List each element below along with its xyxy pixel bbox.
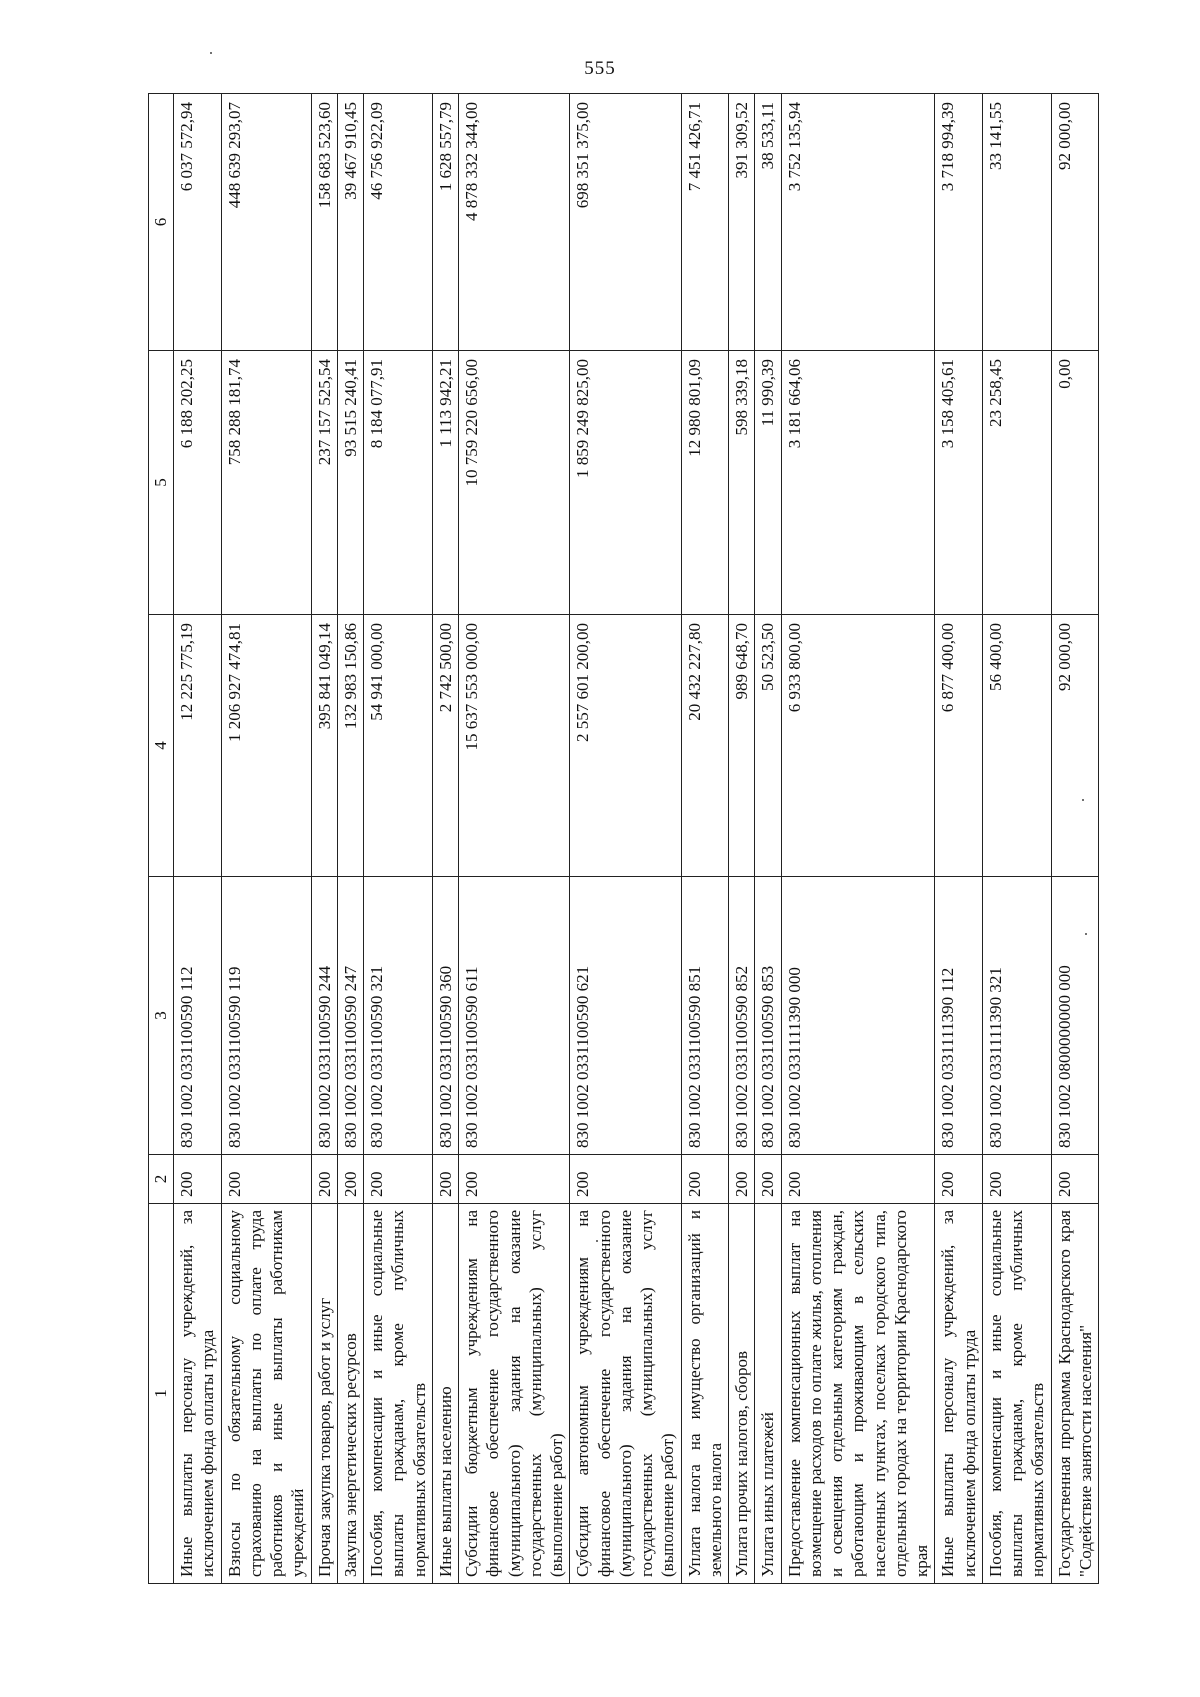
budget-code-cell: 830 1002 0331100590 112 <box>174 877 222 1155</box>
table-row <box>432 94 458 1584</box>
amount-col6-cell: 698 351 375,00 <box>570 94 681 351</box>
budget-code-cell: 830 1002 0331111390 321 <box>982 877 1051 1155</box>
amount-col4-cell: 92 000,00 <box>1051 615 1099 877</box>
table-row <box>174 94 222 1584</box>
amount-col4-cell: 56 400,00 <box>982 615 1051 877</box>
amount-col4-cell: 12 225 775,19 <box>174 615 222 877</box>
amount-col4-cell: 1 206 927 474,81 <box>221 615 311 877</box>
amount-col5-cell: 11 990,39 <box>755 351 781 615</box>
amount-col5-cell: 237 157 525,54 <box>311 351 337 615</box>
header-row <box>149 94 174 1584</box>
amount-col5-cell: 6 188 202,25 <box>174 351 222 615</box>
column-2-cell: 200 <box>681 1155 729 1204</box>
scan-speck <box>210 52 212 54</box>
column-2-cell: 200 <box>1051 1155 1099 1204</box>
expense-name-cell: Субсидии автономным учреждениям на финансовое обеспечение государственного (муниципального) задания на оказание государственных (муниципальных) услуг (выполнение работ) <box>570 1204 681 1584</box>
amount-col6-cell: 391 309,52 <box>729 94 755 351</box>
column-2-cell: 200 <box>781 1155 935 1204</box>
amount-col6-cell: 158 683 523,60 <box>311 94 337 351</box>
expense-name-cell: Прочая закупка товаров, работ и услуг <box>311 1204 337 1584</box>
column-2-cell: 200 <box>221 1155 311 1204</box>
amount-col4-cell: 20 432 227,80 <box>681 615 729 877</box>
amount-col6-cell: 4 878 332 344,00 <box>459 94 570 351</box>
table-row <box>364 94 433 1584</box>
budget-code-cell: 830 1002 0331100590 851 <box>681 877 729 1155</box>
table-row <box>681 94 729 1584</box>
table-row <box>337 94 363 1584</box>
expense-name-cell: Субсидии бюджетным учреждениям на финансовое обеспечение государственного (муниципального) задания на оказание государственных (муниципальных) услуг (выполнение работ) <box>459 1204 570 1584</box>
amount-col6-cell: 39 467 910,45 <box>337 94 363 351</box>
amount-col5-cell: 1 113 942,21 <box>432 351 458 615</box>
expense-name-cell: Государственная программа Краснодарского края "Содействие занятости населения" <box>1051 1204 1099 1584</box>
expense-name-cell: Пособия, компенсации и иные социальные выплаты гражданам, кроме публичных нормативных обязательств <box>982 1204 1051 1584</box>
amount-col6-cell: 92 000,00 <box>1051 94 1099 351</box>
amount-col5-cell: 598 339,18 <box>729 351 755 615</box>
amount-col5-cell: 23 258,45 <box>982 351 1051 615</box>
column-2-cell: 200 <box>311 1155 337 1204</box>
column-2-cell: 200 <box>337 1155 363 1204</box>
table-row <box>1051 94 1099 1584</box>
table-row <box>755 94 781 1584</box>
budget-code-cell: 830 1002 0331100590 247 <box>337 877 363 1155</box>
amount-col5-cell: 10 759 220 656,00 <box>459 351 570 615</box>
amount-col5-cell: 0,00 <box>1051 351 1099 615</box>
amount-col6-cell: 33 141,55 <box>982 94 1051 351</box>
amount-col5-cell: 93 515 240,41 <box>337 351 363 615</box>
budget-table-rotated <box>148 94 1095 1584</box>
budget-table <box>148 93 1099 1584</box>
table-row <box>729 94 755 1584</box>
amount-col4-cell: 395 841 049,14 <box>311 615 337 877</box>
column-2-cell: 200 <box>935 1155 983 1204</box>
column-2-cell: 200 <box>174 1155 222 1204</box>
table-row <box>982 94 1051 1584</box>
amount-col6-cell: 7 451 426,71 <box>681 94 729 351</box>
budget-code-cell: 830 1002 0800000000 000 <box>1051 877 1099 1155</box>
amount-col6-cell: 6 037 572,94 <box>174 94 222 351</box>
table-row <box>311 94 337 1584</box>
amount-col4-cell: 54 941 000,00 <box>364 615 433 877</box>
column-2-cell: 200 <box>432 1155 458 1204</box>
amount-col6-cell: 38 533,11 <box>755 94 781 351</box>
column-2-cell: 200 <box>459 1155 570 1204</box>
budget-code-cell: 830 1002 0331100590 852 <box>729 877 755 1155</box>
column-2-cell: 200 <box>755 1155 781 1204</box>
expense-name-cell: Закупка энергетических ресурсов <box>337 1204 363 1584</box>
column-2-cell: 200 <box>570 1155 681 1204</box>
amount-col5-cell: 12 980 801,09 <box>681 351 729 615</box>
expense-name-cell: Уплата налога на имущество организаций и земельного налога <box>681 1204 729 1584</box>
budget-code-cell: 830 1002 0331111390 112 <box>935 877 983 1155</box>
amount-col5-cell: 3 158 405,61 <box>935 351 983 615</box>
amount-col4-cell: 2 557 601 200,00 <box>570 615 681 877</box>
budget-code-cell: 830 1002 0331100590 621 <box>570 877 681 1155</box>
amount-col5-cell: 1 859 249 825,00 <box>570 351 681 615</box>
table-row <box>221 94 311 1584</box>
amount-col5-cell: 8 184 077,91 <box>364 351 433 615</box>
expense-name-cell: Уплата иных платежей <box>755 1204 781 1584</box>
budget-code-cell: 830 1002 0331100590 360 <box>432 877 458 1155</box>
amount-col4-cell: 50 523,50 <box>755 615 781 877</box>
table-row <box>781 94 935 1584</box>
header-cell-4: 4 <box>149 615 174 877</box>
amount-col4-cell: 132 983 150,86 <box>337 615 363 877</box>
amount-col4-cell: 6 877 400,00 <box>935 615 983 877</box>
amount-col6-cell: 3 752 135,94 <box>781 94 935 351</box>
amount-col6-cell: 46 756 922,09 <box>364 94 433 351</box>
expense-name-cell: Взносы по обязательному социальному страхованию на выплаты по оплате труда работников и иные выплаты работникам учреждений <box>221 1204 311 1584</box>
header-cell-5: 5 <box>149 351 174 615</box>
header-cell-2: 2 <box>149 1155 174 1204</box>
budget-code-cell: 830 1002 0331100590 321 <box>364 877 433 1155</box>
column-2-cell: 200 <box>982 1155 1051 1204</box>
column-2-cell: 200 <box>364 1155 433 1204</box>
header-cell-6: 6 <box>149 94 174 351</box>
expense-name-cell: Иные выплаты персоналу учреждений, за исключением фонда оплаты труда <box>174 1204 222 1584</box>
table-row <box>459 94 570 1584</box>
expense-name-cell: Иные выплаты населению <box>432 1204 458 1584</box>
page-number: 555 <box>584 58 616 79</box>
amount-col5-cell: 758 288 181,74 <box>221 351 311 615</box>
budget-code-cell: 830 1002 0331100590 119 <box>221 877 311 1155</box>
amount-col4-cell: 15 637 553 000,00 <box>459 615 570 877</box>
budget-code-cell: 830 1002 0331100590 244 <box>311 877 337 1155</box>
expense-name-cell: Уплата прочих налогов, сборов <box>729 1204 755 1584</box>
table-row <box>570 94 681 1584</box>
amount-col6-cell: 1 628 557,79 <box>432 94 458 351</box>
budget-code-cell: 830 1002 0331100590 611 <box>459 877 570 1155</box>
expense-name-cell: Иные выплаты персоналу учреждений, за исключением фонда оплаты труда <box>935 1204 983 1584</box>
amount-col4-cell: 6 933 800,00 <box>781 615 935 877</box>
amount-col5-cell: 3 181 664,06 <box>781 351 935 615</box>
table-body <box>174 94 1099 1584</box>
table-row <box>935 94 983 1584</box>
budget-code-cell: 830 1002 0331111390 000 <box>781 877 935 1155</box>
header-cell-3: 3 <box>149 877 174 1155</box>
header-cell-1: 1 <box>149 1204 174 1584</box>
amount-col4-cell: 989 648,70 <box>729 615 755 877</box>
amount-col6-cell: 3 718 994,39 <box>935 94 983 351</box>
amount-col6-cell: 448 639 293,07 <box>221 94 311 351</box>
budget-code-cell: 830 1002 0331100590 853 <box>755 877 781 1155</box>
expense-name-cell: Пособия, компенсации и иные социальные выплаты гражданам, кроме публичных нормативных обязательств <box>364 1204 433 1584</box>
column-2-cell: 200 <box>729 1155 755 1204</box>
expense-name-cell: Предоставление компенсационных выплат на возмещение расходов по оплате жилья, отопления и освещения отдельным категориям граждан, работающим и проживающим в сельских населенных пунктах, поселках городского типа, отдельных городах на территории Краснодарского края <box>781 1204 935 1584</box>
amount-col4-cell: 2 742 500,00 <box>432 615 458 877</box>
